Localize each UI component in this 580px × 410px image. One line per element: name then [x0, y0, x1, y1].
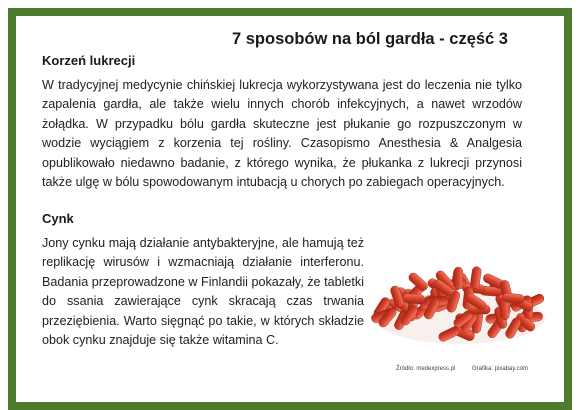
pill-capsule	[454, 267, 463, 289]
pills-image	[370, 236, 546, 356]
graphics-caption: Grafika: pixabay.com	[472, 366, 528, 372]
pill-capsule	[403, 293, 426, 303]
section-heading-zinc: Cynk	[42, 211, 74, 226]
section-text-licorice: W tradycyjnej medycynie chińskiej lukrecja wykorzystywana jest do leczenia nie tylko zapalenia gardła, ale także wielu innych chorób infekcyjnych, a nawet wrzodów żołądka. W przypadku bólu gardła skuteczne jest płukanie go rozpuszczonym w wodzie wyciągiem z korzenia tej rośliny. Czasopismo Anesthesia & Analgesia opublikowało niedawno badanie, z którego wynika, że płukanka z lukrecji przynosi także ulgę w bólu spowodowanym intubacją u chorych po zabiegach operacyjnych.	[42, 78, 522, 190]
section-heading-licorice: Korzeń lukrecji	[42, 53, 136, 68]
page-title: 7 sposobów na ból gardła - część 3	[232, 30, 508, 48]
section-text-zinc: Jony cynku mają działanie antybakteryjne, ale hamują też replikację wirusów i wzmacniają działanie interferonu. Badania przeprowadzone w Finlandii pokazały, że tabletki do ssania zawierające cynk skracają czas trwania przeziębienia. Warto sięgnąć po takie, w których składzie obok cynku znajduje się także witamina C.	[42, 236, 364, 348]
source-caption: Źródło: medexpress.pl	[396, 366, 456, 372]
